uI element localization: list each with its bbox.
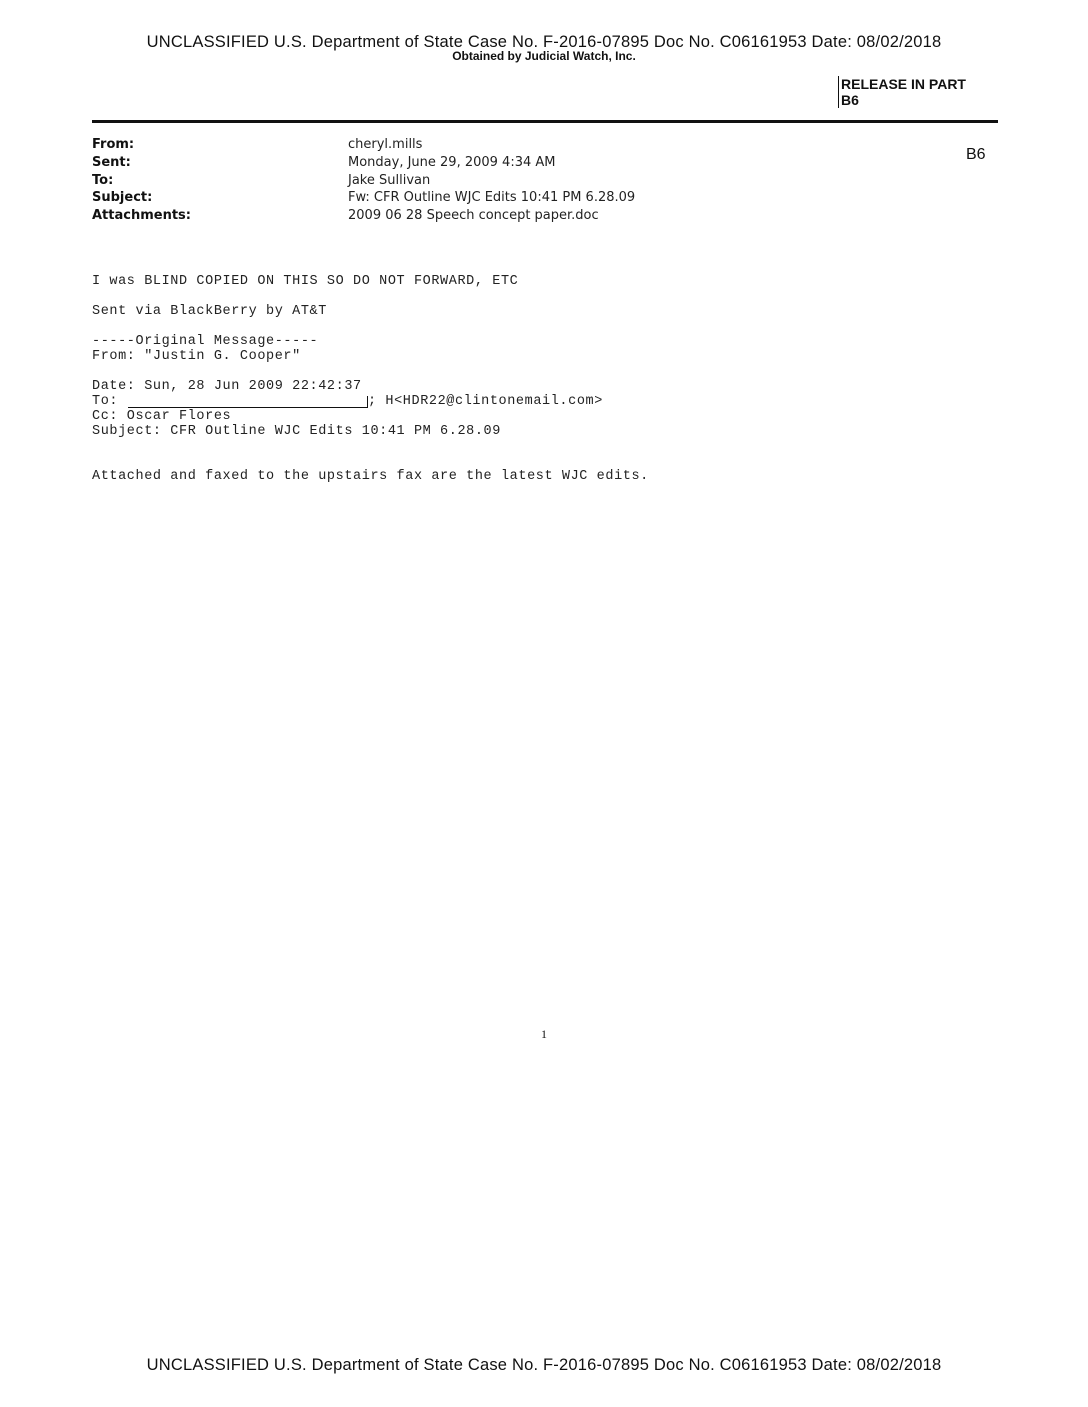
side-exemption-code: B6 [966,146,986,163]
original-date: Date: Sun, 28 Jun 2009 22:42:37 [92,379,362,394]
classification-header: UNCLASSIFIED U.S. Department of State Case No. F-2016-07895 Doc No. C06161953 Date: 08/02/2018 [146,33,942,51]
header-from-row [92,137,792,155]
classification-footer: UNCLASSIFIED U.S. Department of State Case No. F-2016-07895 Doc No. C06161953 Date: 08/02/2018 [146,1356,942,1374]
header-divider [92,120,998,123]
sent-label: Sent: [92,155,131,170]
subject-label: Subject: [92,190,153,205]
release-stamp-line2: B6 [841,92,859,108]
attachments-value: 2009 06 28 Speech concept paper.doc [348,208,599,223]
to-label: To: [92,173,114,188]
from-label: From: [92,137,135,152]
header-subject-row [92,190,792,208]
header-to-row [92,173,792,191]
attachments-label: Attachments: [92,208,191,223]
obtained-by-note: Obtained by Judicial Watch, Inc. [452,49,636,63]
original-cc: Cc: Oscar Flores [92,409,232,424]
release-stamp-line1: RELEASE IN PART [841,76,966,92]
to-value: Jake Sullivan [348,173,431,188]
body-line-blind-copied: I was BLIND COPIED ON THIS SO DO NOT FORWARD, ETC [92,274,519,289]
subject-value: Fw: CFR Outline WJC Edits 10:41 PM 6.28.09 [348,190,636,205]
release-stamp [838,76,994,108]
redaction-underline [128,407,368,408]
header-sent-row [92,155,792,173]
page-number: 1 [541,1027,547,1041]
original-to-address: ; H<HDR22@clintonemail.com> [368,394,603,409]
original-message-marker: -----Original Message----- [92,334,319,349]
original-subject: Subject: CFR Outline WJC Edits 10:41 PM 6.28.09 [92,424,501,439]
from-value: cheryl.mills [348,137,423,152]
original-to-label: To: [92,394,119,409]
sent-value: Monday, June 29, 2009 4:34 AM [348,155,556,170]
header-attachments-row [92,208,792,226]
body-line-blackberry: Sent via BlackBerry by AT&T [92,304,327,319]
message-body: Attached and faxed to the upstairs fax are the latest WJC edits. [92,469,649,484]
original-from: From: "Justin G. Cooper" [92,349,301,364]
